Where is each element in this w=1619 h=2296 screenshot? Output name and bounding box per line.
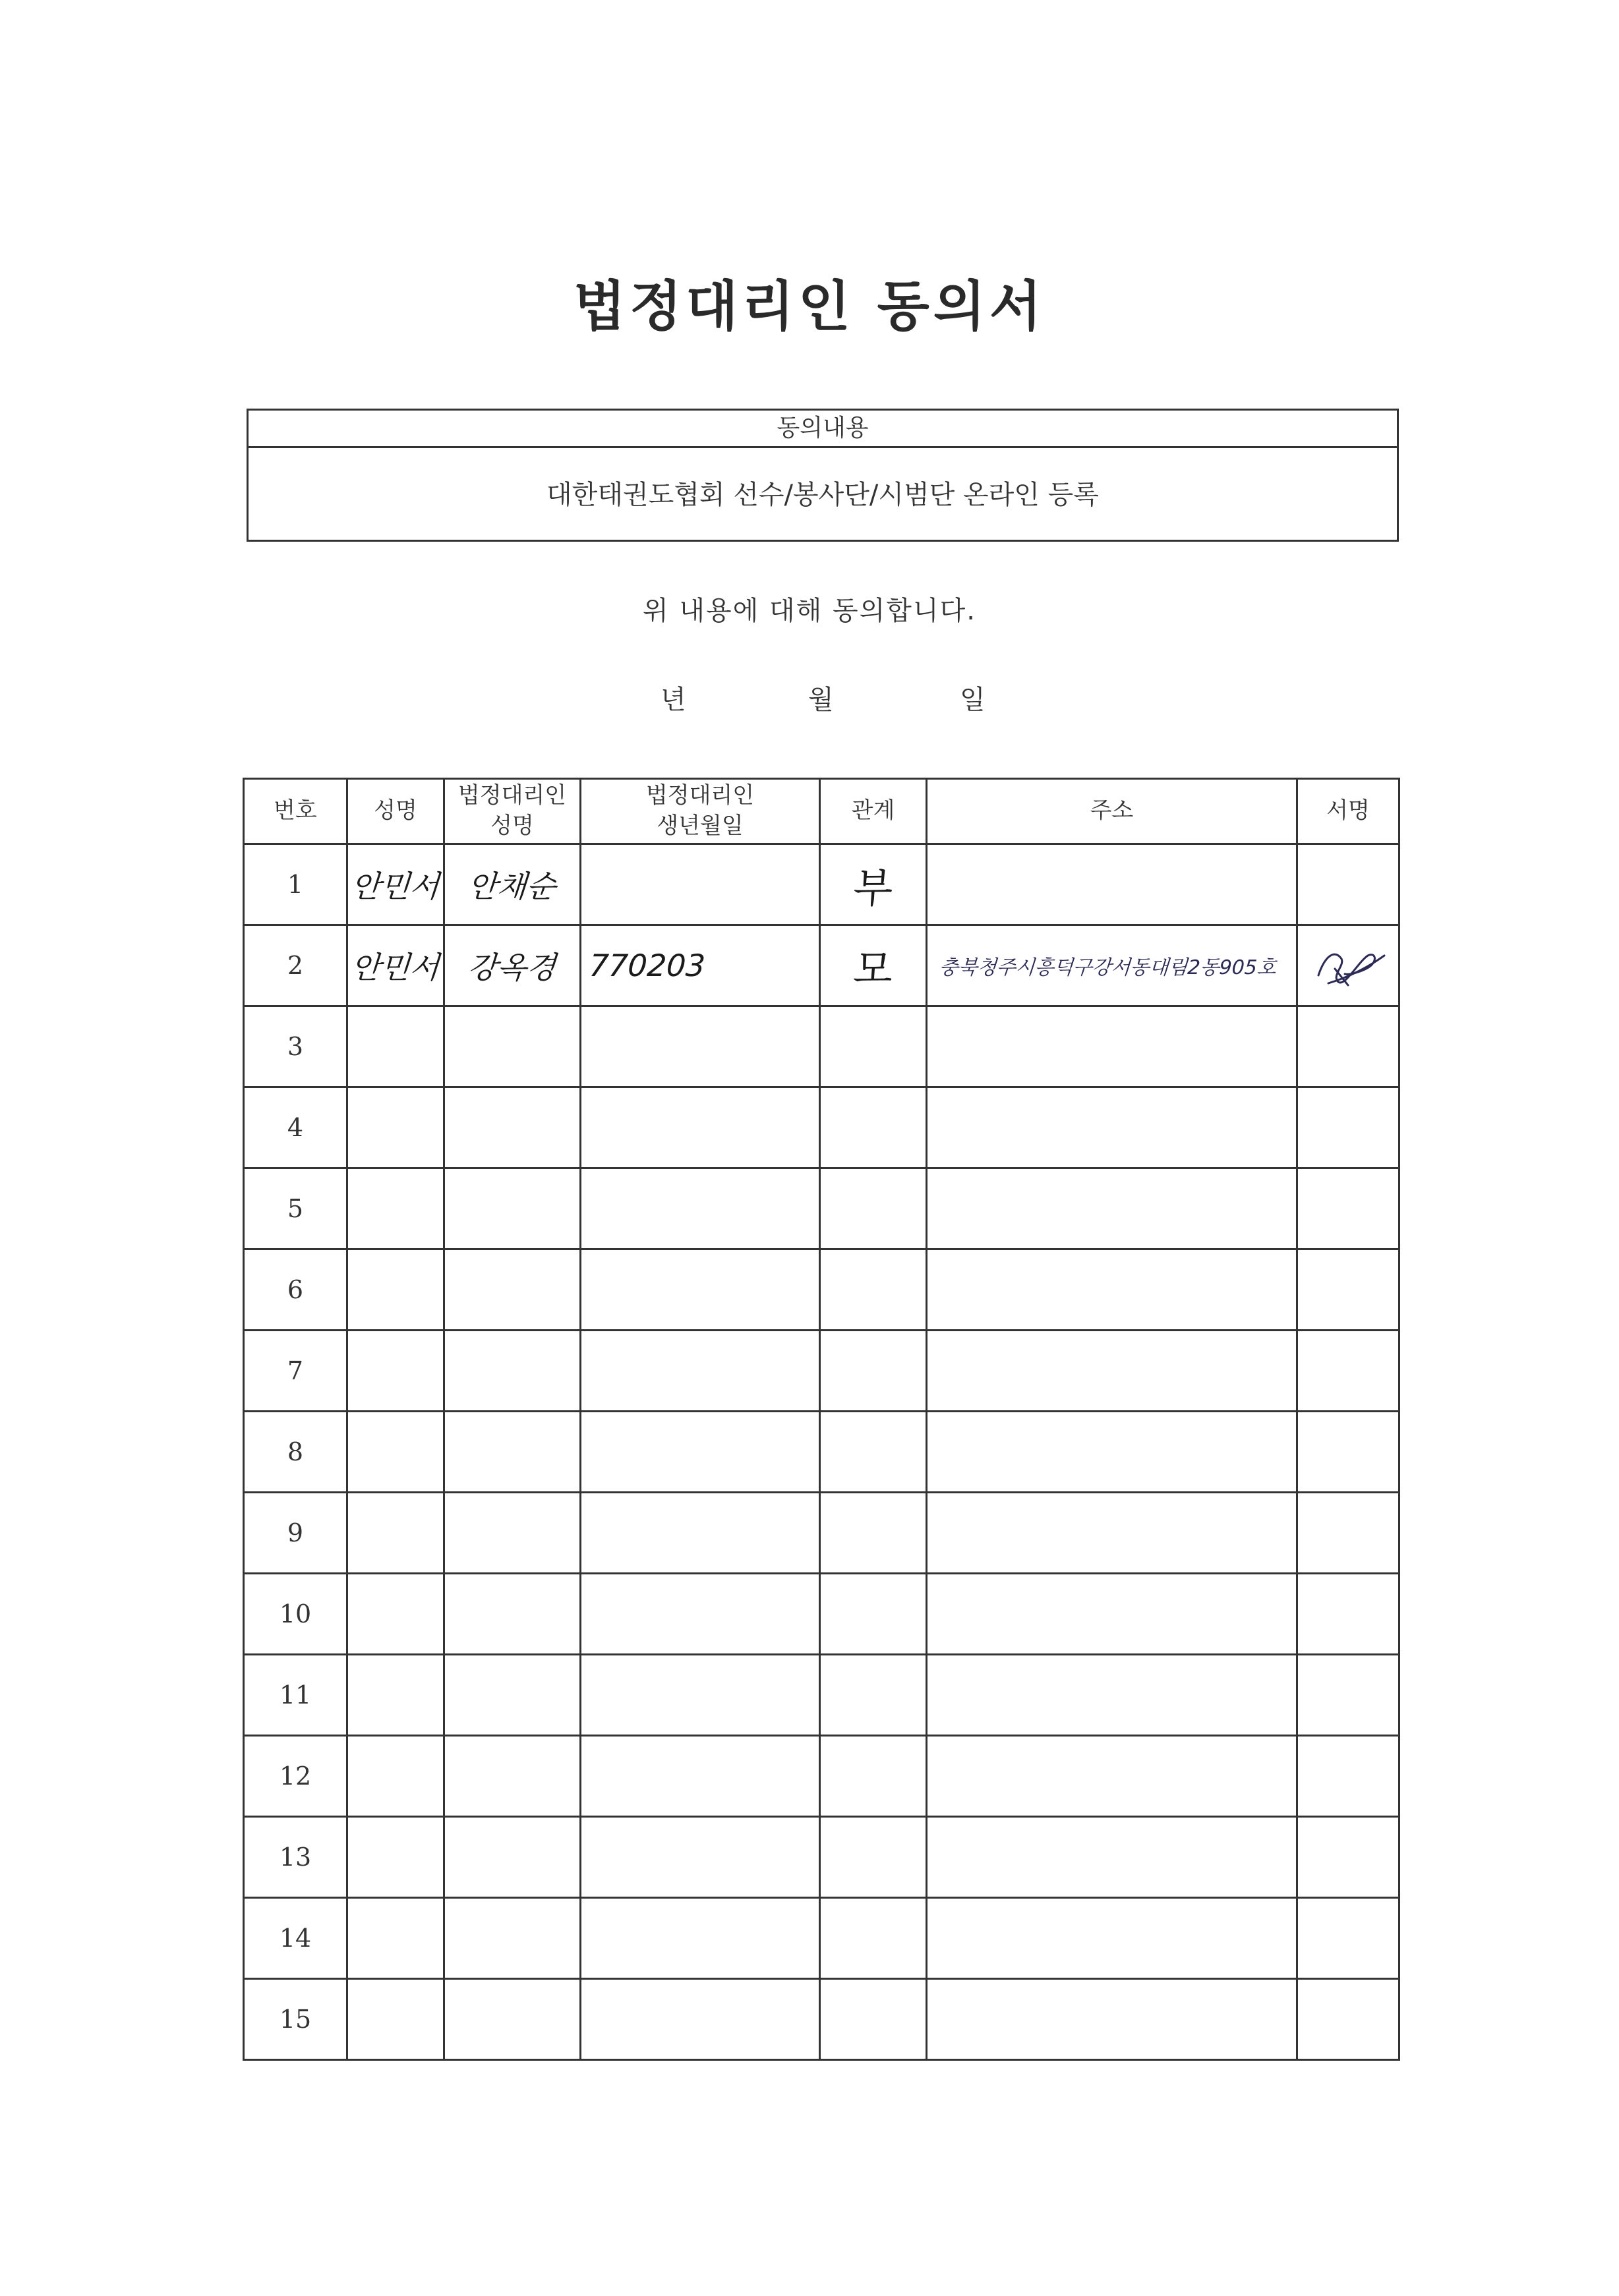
row-relation[interactable]	[820, 1736, 927, 1817]
date-year-label: 년	[661, 685, 686, 715]
guardian-table	[243, 778, 1400, 2061]
row-relation[interactable]	[820, 1249, 927, 1331]
row-number	[244, 925, 347, 1006]
row-signature[interactable]	[1297, 1655, 1399, 1736]
row-number	[244, 1006, 347, 1087]
header-address: 주소	[927, 779, 1297, 844]
row-guardian-name[interactable]	[444, 1331, 581, 1412]
row-relation[interactable]	[820, 925, 927, 1006]
row-signature[interactable]	[1297, 1736, 1399, 1817]
row-guardian-name[interactable]	[444, 1249, 581, 1331]
row-relation[interactable]	[820, 1979, 927, 2060]
consent-header: 동의내용	[249, 411, 1397, 448]
table-row	[244, 1493, 1399, 1574]
table-row	[244, 1898, 1399, 1979]
row-name[interactable]	[347, 1168, 444, 1249]
row-number	[244, 1493, 347, 1574]
row-number	[244, 1979, 347, 2060]
row-relation[interactable]	[820, 1087, 927, 1168]
row-number	[244, 1655, 347, 1736]
row-signature[interactable]	[1297, 925, 1399, 1006]
row-guardian-birth[interactable]	[581, 925, 820, 1006]
row-relation[interactable]	[820, 1168, 927, 1249]
row-number	[244, 1168, 347, 1249]
row-number-value: 8	[287, 1437, 304, 1466]
row-guardian-name-value: 강옥경	[467, 950, 558, 985]
row-guardian-birth[interactable]	[581, 1574, 820, 1655]
row-number	[244, 1412, 347, 1493]
row-number-value: 13	[279, 1843, 312, 1872]
table-row	[244, 1574, 1399, 1655]
row-signature[interactable]	[1297, 1493, 1399, 1574]
row-guardian-name[interactable]	[444, 1412, 581, 1493]
row-name[interactable]	[347, 1412, 444, 1493]
row-number-value: 2	[287, 951, 304, 980]
row-guardian-birth[interactable]	[581, 1168, 820, 1249]
row-address[interactable]	[927, 1249, 1297, 1331]
row-guardian-name[interactable]	[444, 1006, 581, 1087]
row-guardian-name-value: 안채순	[467, 869, 558, 904]
row-guardian-name[interactable]	[444, 1493, 581, 1574]
row-guardian-name[interactable]	[444, 844, 581, 925]
page-title: 법정대리인 동의서	[573, 275, 1046, 338]
row-number-value: 7	[287, 1356, 304, 1385]
guardian-table-wrapper	[243, 778, 1400, 2061]
table-header-row	[244, 779, 1399, 844]
row-name[interactable]	[347, 1249, 444, 1331]
header-relation: 관계	[820, 779, 927, 844]
row-number-value: 10	[279, 1599, 312, 1628]
date-line	[0, 679, 1619, 715]
table-row	[244, 1331, 1399, 1412]
row-guardian-name[interactable]	[444, 1087, 581, 1168]
row-signature[interactable]	[1297, 1168, 1399, 1249]
row-name[interactable]	[347, 1087, 444, 1168]
row-guardian-name[interactable]	[444, 1574, 581, 1655]
row-name-value: 안민서	[350, 869, 441, 904]
agree-statement: 위 내용에 대해 동의합니다.	[643, 596, 976, 626]
row-address[interactable]	[927, 1168, 1297, 1249]
row-guardian-name[interactable]	[444, 1898, 581, 1979]
row-address[interactable]	[927, 1574, 1297, 1655]
row-relation-value: 모	[851, 944, 895, 993]
row-signature[interactable]	[1297, 1574, 1399, 1655]
header-number: 번호	[244, 779, 347, 844]
row-guardian-birth[interactable]	[581, 1331, 820, 1412]
row-address[interactable]	[927, 1898, 1297, 1979]
consent-body: 대한태권도협회 선수/봉사단/시범단 온라인 등록	[546, 480, 1099, 510]
table-row	[244, 1736, 1399, 1817]
row-guardian-birth[interactable]	[581, 1493, 820, 1574]
row-relation-value: 부	[851, 863, 895, 912]
row-guardian-birth[interactable]	[581, 1817, 820, 1898]
row-address[interactable]	[927, 1493, 1297, 1574]
row-name[interactable]	[347, 1736, 444, 1817]
row-number-value: 11	[279, 1680, 312, 1709]
row-signature[interactable]	[1297, 1979, 1399, 2060]
row-number-value: 5	[287, 1194, 304, 1223]
row-name[interactable]	[347, 844, 444, 925]
row-guardian-birth[interactable]	[581, 1898, 820, 1979]
row-relation[interactable]	[820, 1006, 927, 1087]
row-signature[interactable]	[1297, 1412, 1399, 1493]
row-guardian-name[interactable]	[444, 1817, 581, 1898]
row-guardian-birth-value: 770203	[588, 948, 707, 983]
row-address[interactable]	[927, 1412, 1297, 1493]
table-row	[244, 925, 1399, 1006]
row-number	[244, 1087, 347, 1168]
row-address-value: 충북청주시흥덕구강서동대림2동905호	[938, 956, 1278, 979]
table-row	[244, 1817, 1399, 1898]
signature-mark-icon	[1305, 936, 1391, 995]
row-name[interactable]	[347, 1979, 444, 2060]
row-name[interactable]	[347, 1493, 444, 1574]
row-name[interactable]	[347, 925, 444, 1006]
row-address[interactable]	[927, 1087, 1297, 1168]
row-address[interactable]	[927, 925, 1297, 1006]
table-row	[244, 1655, 1399, 1736]
row-number-value: 14	[279, 1924, 312, 1953]
row-address[interactable]	[927, 1979, 1297, 2060]
row-guardian-name[interactable]	[444, 1655, 581, 1736]
row-relation[interactable]	[820, 1493, 927, 1574]
row-guardian-birth[interactable]	[581, 1736, 820, 1817]
row-guardian-birth[interactable]	[581, 1412, 820, 1493]
row-guardian-birth[interactable]	[581, 1087, 820, 1168]
row-guardian-birth[interactable]	[581, 1979, 820, 2060]
row-signature[interactable]	[1297, 1087, 1399, 1168]
row-relation[interactable]	[820, 844, 927, 925]
row-number	[244, 1249, 347, 1331]
table-row	[244, 1979, 1399, 2060]
header-guardian-name: 법정대리인 성명	[444, 779, 581, 844]
row-number	[244, 1898, 347, 1979]
row-number-value: 12	[279, 1762, 312, 1791]
header-signature: 서명	[1297, 779, 1399, 844]
row-name[interactable]	[347, 1655, 444, 1736]
table-row	[244, 1249, 1399, 1331]
row-signature[interactable]	[1297, 1331, 1399, 1412]
row-number-value: 4	[287, 1113, 304, 1142]
table-row	[244, 1412, 1399, 1493]
row-number-value: 3	[287, 1032, 304, 1061]
date-day-label: 일	[960, 685, 986, 715]
table-row	[244, 1006, 1399, 1087]
row-guardian-birth[interactable]	[581, 1655, 820, 1736]
row-guardian-name[interactable]	[444, 925, 581, 1006]
header-name: 성명	[347, 779, 444, 844]
row-number-value: 6	[287, 1275, 304, 1304]
row-number	[244, 1817, 347, 1898]
table-row	[244, 844, 1399, 925]
row-number	[244, 1331, 347, 1412]
row-guardian-name[interactable]	[444, 1736, 581, 1817]
row-guardian-name[interactable]	[444, 1168, 581, 1249]
table-row	[244, 1168, 1399, 1249]
row-address[interactable]	[927, 1006, 1297, 1087]
row-signature[interactable]	[1297, 1898, 1399, 1979]
row-number-value: 1	[287, 870, 304, 899]
row-guardian-birth[interactable]	[581, 1006, 820, 1087]
row-relation[interactable]	[820, 1655, 927, 1736]
row-address[interactable]	[927, 844, 1297, 925]
row-relation[interactable]	[820, 1574, 927, 1655]
row-relation[interactable]	[820, 1412, 927, 1493]
row-guardian-name[interactable]	[444, 1979, 581, 2060]
row-number-value: 9	[287, 1518, 304, 1547]
consent-box	[247, 409, 1399, 542]
header-guardian-birth: 법정대리인 생년월일	[581, 779, 820, 844]
row-address[interactable]	[927, 1655, 1297, 1736]
row-address[interactable]	[927, 1331, 1297, 1412]
table-row	[244, 1087, 1399, 1168]
row-relation[interactable]	[820, 1898, 927, 1979]
row-name[interactable]	[347, 1898, 444, 1979]
row-signature[interactable]	[1297, 844, 1399, 925]
row-signature[interactable]	[1297, 1817, 1399, 1898]
row-signature[interactable]	[1297, 1006, 1399, 1087]
row-number	[244, 1736, 347, 1817]
row-signature[interactable]	[1297, 1249, 1399, 1331]
row-number-value: 15	[279, 2005, 312, 2034]
row-name[interactable]	[347, 1817, 444, 1898]
date-month-label: 월	[808, 685, 834, 715]
row-name[interactable]	[347, 1331, 444, 1412]
row-name-value: 안민서	[350, 950, 441, 985]
row-guardian-birth[interactable]	[581, 844, 820, 925]
row-number	[244, 1574, 347, 1655]
row-address[interactable]	[927, 1736, 1297, 1817]
row-name[interactable]	[347, 1006, 444, 1087]
row-guardian-birth[interactable]	[581, 1249, 820, 1331]
row-address[interactable]	[927, 1817, 1297, 1898]
row-name[interactable]	[347, 1574, 444, 1655]
row-relation[interactable]	[820, 1817, 927, 1898]
row-number	[244, 844, 347, 925]
table-body	[244, 844, 1399, 2060]
row-relation[interactable]	[820, 1331, 927, 1412]
